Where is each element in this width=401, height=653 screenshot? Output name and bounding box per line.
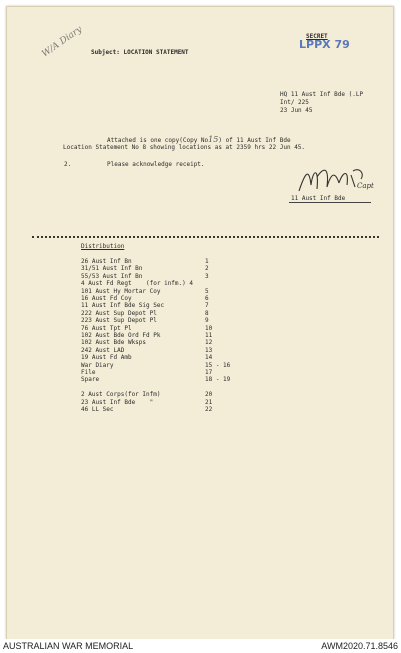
ref-unit: HQ 11 Aust Inf Bde (.LP (280, 91, 364, 98)
distribution-copy-number: 14 (205, 354, 213, 362)
distribution-recipient: 2 Aust Corps(for Infm) (81, 391, 161, 399)
distribution-copy-number: 8 (205, 309, 209, 317)
distribution-row (81, 280, 281, 287)
distribution-recipient: 76 Aust Tpt Pl (81, 324, 132, 332)
footer-institution: AUSTRALIAN WAR MEMORIAL (3, 641, 134, 651)
distribution-recipient: File (81, 369, 96, 376)
distribution-recipient: 26 Aust Inf Bn (81, 258, 132, 265)
distribution-row (81, 354, 281, 361)
distribution-row (81, 384, 281, 391)
distribution-recipient: War Diary (81, 361, 114, 369)
distribution-row (81, 362, 281, 369)
distribution-copy-number: 1 (205, 258, 209, 265)
para-2-number: 2. (64, 161, 72, 168)
distribution-row (81, 332, 281, 339)
ref-number: Int/ 225 (280, 99, 309, 106)
copy-number: 15 (208, 135, 219, 144)
dotted-divider (32, 236, 379, 238)
distribution-copy-number: 21 (205, 398, 213, 406)
distribution-recipient: 223 Aust Sup Depot Pl (81, 317, 157, 325)
body-line-1: Attached is one copy(Copy No15) of 11 Aust Inf Bde (107, 135, 291, 144)
distribution-row (81, 265, 281, 272)
distribution-copy-number: 17 (205, 369, 213, 376)
distribution-title: Distribution (81, 243, 125, 250)
distribution-recipient: 102 Aust Bde Wksps (81, 339, 147, 347)
distribution-row (81, 302, 281, 309)
ref-date: 23 Jun 45 (280, 107, 313, 114)
archive-footer (0, 639, 401, 653)
distribution-row (81, 399, 281, 406)
footer-accession: AWM2020.71.8546 (321, 641, 398, 651)
distribution-row (81, 258, 281, 265)
distribution-row (81, 288, 281, 295)
distribution-copy-number: 22 (205, 406, 213, 413)
distribution-row (81, 406, 281, 413)
distribution-recipient: 46 LL Sec (81, 406, 114, 413)
distribution-row (81, 273, 281, 280)
distribution-recipient: 4 Aust Fd Regt (for infm.) 4 (81, 280, 193, 288)
distribution-recipient: 55/53 Aust Inf Bn (81, 272, 143, 280)
distribution-row (81, 369, 281, 376)
distribution-copy-number: 3 (205, 272, 209, 280)
signature-line (289, 202, 371, 203)
distribution-copy-number: 5 (205, 287, 209, 295)
distribution-copy-number: 7 (205, 302, 209, 310)
distribution-row (81, 376, 281, 383)
distribution-recipient: 242 Aust LAD (81, 346, 125, 354)
distribution-copy-number: 18 - 19 (205, 376, 231, 384)
distribution-recipient: 11 Aust Inf Bde Sig Sec (81, 302, 165, 310)
distribution-row (81, 339, 281, 346)
subject-line: Subject: LOCATION STATEMENT (91, 49, 189, 56)
distribution-recipient: 31/51 Aust Inf Bn (81, 265, 143, 273)
body-line-2: Location Statement No 8 showing locations as at 2359 hrs 22 Jun 45. (63, 144, 306, 151)
para-2-text: Please acknowledge receipt. (107, 161, 205, 168)
distribution-row (81, 317, 281, 324)
distribution-copy-number: 15 - 16 (205, 361, 231, 369)
distribution-recipient: Spare (81, 376, 100, 384)
distribution-row (81, 325, 281, 332)
distribution-row (81, 391, 281, 398)
distribution-row (81, 295, 281, 302)
distribution-copy-number: 11 (205, 332, 213, 339)
signature-rank: Capt (357, 182, 374, 190)
distribution-copy-number: 20 (205, 391, 213, 399)
distribution-copy-number: 13 (205, 346, 213, 354)
handwritten-file-number: LPPX 79 (299, 38, 350, 51)
distribution-row (81, 310, 281, 317)
distribution-row (81, 347, 281, 354)
distribution-copy-number: 10 (205, 324, 213, 332)
document-page (6, 6, 394, 640)
distribution-copy-number: 6 (205, 295, 209, 302)
distribution-recipient: 16 Aust Fd Coy (81, 295, 132, 302)
signature-scribble (295, 163, 373, 197)
distribution-recipient: 222 Aust Sup Depot Pl (81, 309, 157, 317)
handwritten-note: W/A Diary (40, 24, 85, 60)
distribution-recipient: 102 Aust Bde Ord Fd Pk (81, 332, 161, 339)
classification-mark: SECRET (306, 33, 328, 40)
distribution-copy-number: 2 (205, 265, 209, 273)
distribution-recipient: 19 Aust Fd Amb (81, 354, 132, 362)
distribution-recipient: 101 Aust Hy Mortar Coy (81, 287, 161, 295)
distribution-copy-number: 12 (205, 339, 213, 347)
signature-block: 11 Aust Inf Bde (291, 195, 346, 202)
distribution-recipient: 23 Aust Inf Bde " (81, 398, 154, 406)
distribution-copy-number: 9 (205, 317, 209, 325)
